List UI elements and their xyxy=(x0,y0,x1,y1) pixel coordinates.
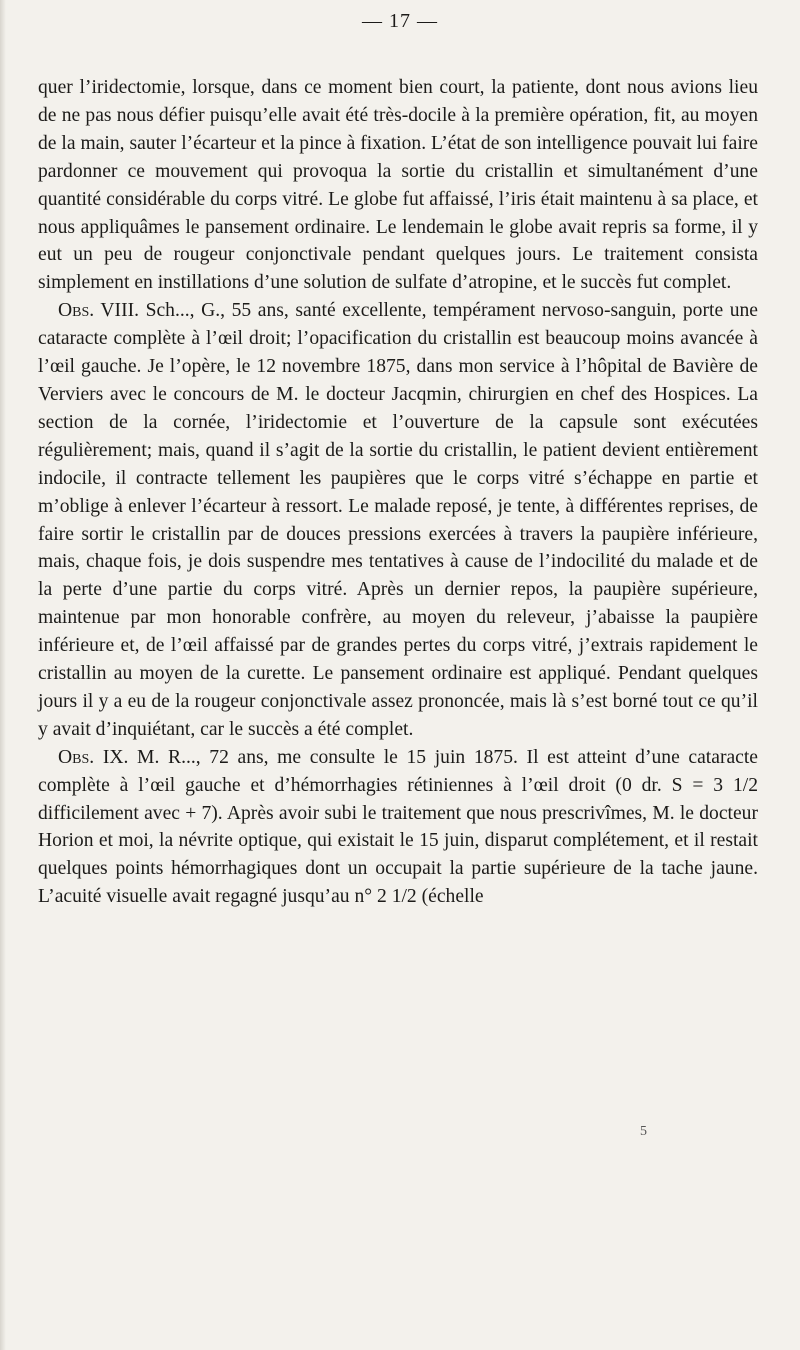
paragraph-text: quer l’iridectomie, lorsque, dans ce moment bien court, la patiente, dont nous avions lieu de ne pas nous défier puisqu’elle avait été très-docile à la première opération, fit, au moyen de la main, sauter l’écarteur et la pince à fixation. L’état de son intelligence pouvait lui faire pardonner ce mouvement qui provoqua la sortie du cristallin et simultanément d’une quantité considérable du corps vitré. Le globe fut affaissé, l’iris était maintenu à sa place, et nous appliquâmes le pansement ordinaire. Le lendemain le globe avait repris sa forme, il y eut un peu de rougeur conjonctivale pendant quelques jours. Le traitement consista simplement en instillations d’une solution de sulfate d’atropine, et le succès fut complet. xyxy=(38,77,758,294)
body-text xyxy=(38,74,758,911)
paragraph-text: IX. M. R..., 72 ans, me consulte le 15 juin 1875. Il est atteint d’une cataracte complète à l’œil gauche et d’hémorrhagies rétiniennes à l’œil droit (0 dr. S = 3 1/2 difficilement avec + 7). Après avoir subi le traitement que nous prescrivîmes, M. le docteur Horion et moi, la névrite optique, qui existait le 15 juin, disparut complétement, et il restait quelques points hémorrhagiques dont un occupait la partie supérieure de la tache jaune. L’acuité visuelle avait regagné jusqu’au n° 2 1/2 (échelle xyxy=(38,746,758,908)
paragraph-continuation xyxy=(38,74,758,297)
page-number: — 17 — xyxy=(362,10,438,32)
observation-lead: Obs. xyxy=(58,746,95,768)
page-edge-shadow xyxy=(0,0,6,1350)
signature-mark: 5 xyxy=(640,1124,647,1139)
paragraph-observation-9 xyxy=(38,744,758,911)
paragraph-text: VIII. Sch..., G., 55 ans, santé excellente, tempérament nervoso-sanguin, porte une cataracte complète à l’œil droit; l’opacification du cristallin est beaucoup moins avancée à l’œil gauche. Je l’opère, le 12 novembre 1875, dans mon service à l’hôpital de Bavière de Verviers avec le concours de M. le docteur Jacqmin, chirurgien en chef des Hospices. La section de la cornée, l’iridectomie et l’ouverture de la capsule sont exécutées régulièrement; mais, quand il s’agit de la sortie du cristallin, le patient devient entièrement indocile, il contracte tellement les paupières que le corps vitré s’échappe en partie et m’oblige à enlever l’écarteur à ressort. Le malade reposé, je tente, à différentes reprises, de faire sortir le cristallin par de douces pressions exercées à travers la paupière inférieure, mais, chaque fois, je dois suspendre mes tentatives à cause de l’indocilité du malade et de la perte d’une partie du corps vitré. Après un dernier repos, la paupière supérieure, maintenue par mon honorable confrère, au moyen du releveur, j’abaisse la paupière inférieure et, de l’œil affaissé par de grandes pertes du corps vitré, j’extrais rapidement le cristallin au moyen de la curette. Le pansement ordinaire est appliqué. Pendant quelques jours il y a eu de la rougeur conjonctivale assez prononcée, mais là s’est borné tout ce qu’il y avait d’inquiétant, car le succès a été complet. xyxy=(38,300,758,740)
paragraph-observation-8 xyxy=(38,297,758,744)
observation-lead: Obs. xyxy=(58,300,95,322)
